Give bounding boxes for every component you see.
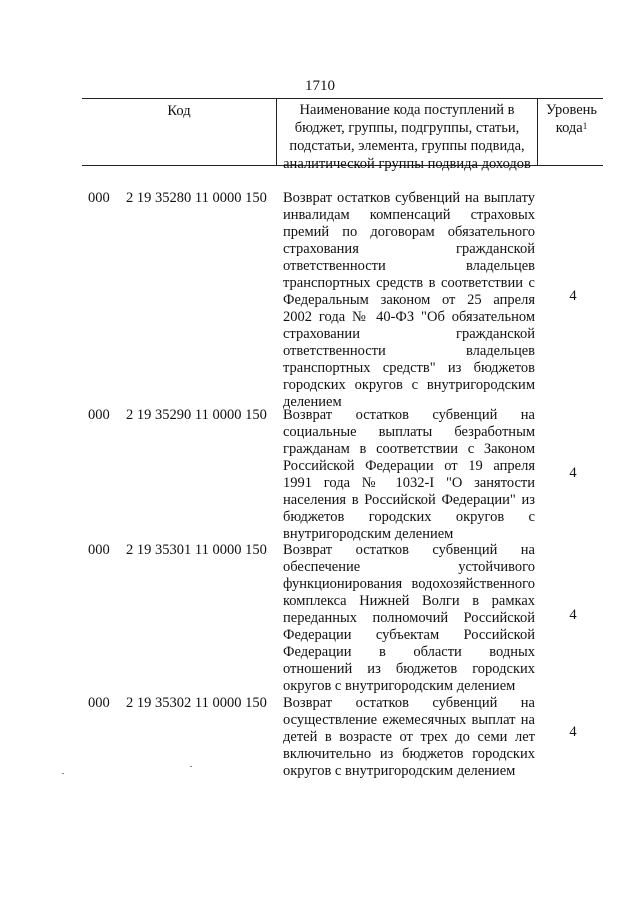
row-description: Возврат остатков субвенций на осуществление ежемесячных выплат на детей в возрасте от трех до семи лет включительно из бюджетов городских округов с внутригородским делением [283,695,535,779]
row-admin-code: 000 [88,190,110,206]
row-admin-code: 000 [88,695,110,711]
row-level: 4 [569,465,577,481]
header-code: Код [167,103,191,119]
column-divider [276,99,277,165]
page-number: 1710 [305,78,335,94]
row-code: 2 19 35280 11 0000 150 [126,190,267,206]
row-admin-code: 000 [88,407,110,423]
row-level: 4 [569,607,577,623]
row-description: Возврат остатков субвенций на социальные выплаты безработным гражданам в соответствии с Законом Российской Федерации от 19 апреля 1991 года № 1032-I "О занятости населения в Российской Федерации" из бюджетов городских округов с внутригородским делением [283,407,535,542]
header-name: Наименование кода поступлений в бюджет, группы, подгруппы, статьи, подстатьи, элемента, группы подвида, аналитической группы подвида доходов [283,102,531,172]
header-level [540,101,603,137]
scan-speck [62,773,64,774]
row-level: 4 [569,288,577,304]
row-level: 4 [569,724,577,740]
row-description: Возврат остатков субвенций на обеспечение устойчивого функционирования водохозяйственного комплекса Нижней Волги в рамках переданных полномочий Российской Федерации субъектам Российской Федерации в области водных отношений из бюджетов городских округов с внутригородским делением [283,542,535,694]
scan-speck [190,766,192,767]
row-code: 2 19 35301 11 0000 150 [126,542,267,558]
row-description: Возврат остатков субвенций на выплату инвалидам компенсаций страховых премий по договорам обязательного страхования гражданской ответственности владельцев транспортных средств в соответствии с Федеральным законом от 25 апреля 2002 года № 40-ФЗ "Об обязательном страховании гражданской ответственности владельцев транспортных средств" из бюджетов городских округов с внутригородским делением [283,190,535,410]
footnote-mark: 1 [582,121,588,131]
row-code: 2 19 35290 11 0000 150 [126,407,267,423]
table-header [82,98,603,172]
header-level-label: Уровень кода [545,102,598,136]
row-code: 2 19 35302 11 0000 150 [126,695,267,711]
row-admin-code: 000 [88,542,110,558]
column-divider [537,99,538,165]
